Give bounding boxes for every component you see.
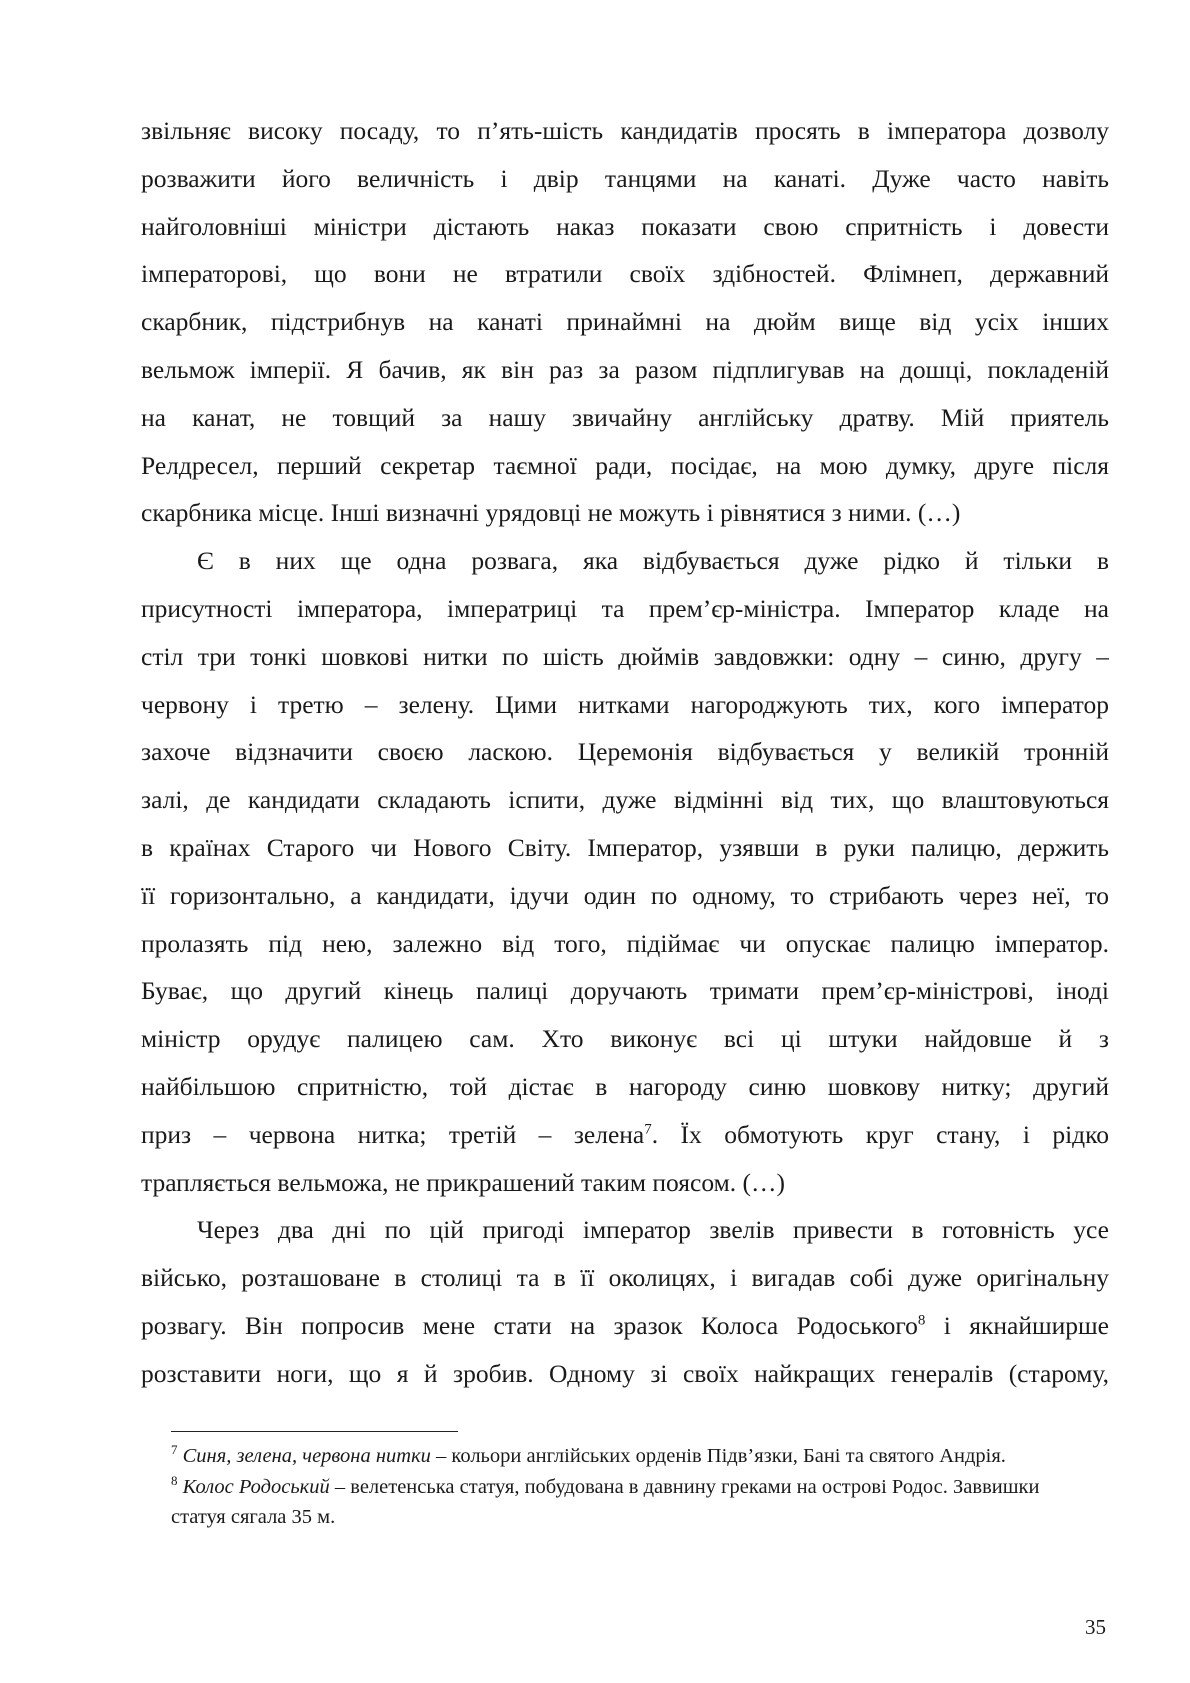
footnote-text: – кольори англійських орденів Підв’язки, Бані та святого Андрія.: [430, 1445, 1006, 1467]
text-segment: . Їх обмотують круг стану, і рідко: [651, 1119, 1109, 1149]
text-segment: і якнайширше: [925, 1310, 1109, 1340]
text-line: присутності імператора, імператриці та прем’єр-міністра. Імператор кладе на: [141, 593, 1109, 623]
footnote-ref-8[interactable]: 8: [917, 1312, 926, 1329]
page-number: 35: [1085, 1615, 1106, 1639]
text-line: її горизонтально, а кандидати, ідучи один по одному, то стрибають через неї, то: [141, 880, 1109, 910]
text-segment: розвагу. Він попросив мене стати на зразок Колоса Родоського: [141, 1310, 918, 1340]
text-line: вельмож імперії. Я бачив, як він раз за разом підплигував на дошці, покладеній: [141, 354, 1109, 384]
body-text: [141, 107, 1109, 1398]
text-line: імператорові, що вони не втратили своїх здібностей. Флімнеп, державний: [141, 259, 1109, 289]
text-line: [141, 1111, 1109, 1159]
text-line: на канат, не товщий за нашу звичайну англійську дратву. Мій приятель: [141, 402, 1109, 432]
text-line: Релдресел, перший секретар таємної ради, посідає, на мою думку, друге після: [141, 450, 1109, 480]
text-line: скарбника місце. Інші визначні урядовці не можуть і рівнятися з ними. (…): [141, 498, 961, 528]
text-line: трапляється вельможа, не прикрашений таким поясом. (…): [141, 1167, 785, 1197]
footnote-term: Синя, зелена, червона нитки: [182, 1445, 431, 1467]
text-line: пролазять під нею, залежно від того, підіймає чи опускає палицю імператор.: [141, 928, 1109, 958]
text-line: Через два дні по цій пригоді імператор звелів привести в готовність усе: [197, 1215, 1109, 1245]
paragraph-3: [141, 1206, 1109, 1397]
text-line: найбільшою спритністю, той дістає в нагороду синю шовкову нитку; другий: [141, 1071, 1109, 1101]
footnote-number: 7: [171, 1442, 178, 1458]
footnote-separator: [171, 1431, 458, 1432]
footnote-8: [171, 1472, 1091, 1533]
text-line: залі, де кандидати складають іспити, дуже відмінні від тих, що влаштовуються: [141, 785, 1109, 815]
footnote-term: Колос Родоський: [182, 1475, 330, 1498]
footnote-ref-7[interactable]: 7: [644, 1121, 652, 1138]
paragraph-2: [141, 537, 1109, 1206]
text-line: найголовніші міністри дістають наказ показати свою спритність і довести: [141, 211, 1109, 241]
paragraph-1: [141, 107, 1109, 537]
text-line: [141, 1302, 1109, 1350]
text-line: військо, розташоване в столиці та в її околицях, і вигадав собі дуже оригінальну: [141, 1263, 1109, 1293]
text-line: Є в них ще одна розвага, яка відбувається дуже рідко й тільки в: [197, 546, 1109, 576]
text-line: стіл три тонкі шовкові нитки по шість дюймів завдовжки: одну – синю, другу –: [141, 641, 1109, 671]
text-line: звільняє високу посаду, то п’ять-шість кандидатів просять в імператора дозволу: [141, 116, 1109, 145]
text-line: розважити його величність і двір танцями на канаті. Дуже часто навіть: [141, 163, 1109, 193]
text-line: скарбник, підстрибнув на канаті принаймні на дюйм вище від усіх інших: [141, 307, 1109, 337]
text-line: захоче відзначити своєю ласкою. Церемонія відбувається у великій тронній: [141, 737, 1109, 767]
text-line: міністр орудує палицею сам. Хто виконує всі ці штуки найдовше й з: [141, 1024, 1109, 1054]
text-line: Буває, що другий кінець палиці доручають тримати прем’єр-міністрові, іноді: [141, 976, 1109, 1006]
text-line: розставити ноги, що я й зробив. Одному зі своїх найкращих генералів (старому,: [141, 1358, 1109, 1388]
footnote-7: [171, 1441, 1091, 1472]
text-line: в країнах Старого чи Нового Світу. Імператор, узявши в руки палицю, держить: [141, 832, 1109, 862]
text-line: червону і третю – зелену. Цими нитками нагороджують тих, кого імператор: [141, 689, 1109, 719]
text-segment: приз – червона нитка; третій – зелена: [141, 1119, 645, 1149]
footnote-number: 8: [171, 1472, 178, 1488]
footnotes: [171, 1441, 1091, 1533]
footnote-text: – велетенська статуя, побудована в давнину греками на острові Родос. Заввишки статуя сягала 35 м.: [171, 1475, 1040, 1528]
